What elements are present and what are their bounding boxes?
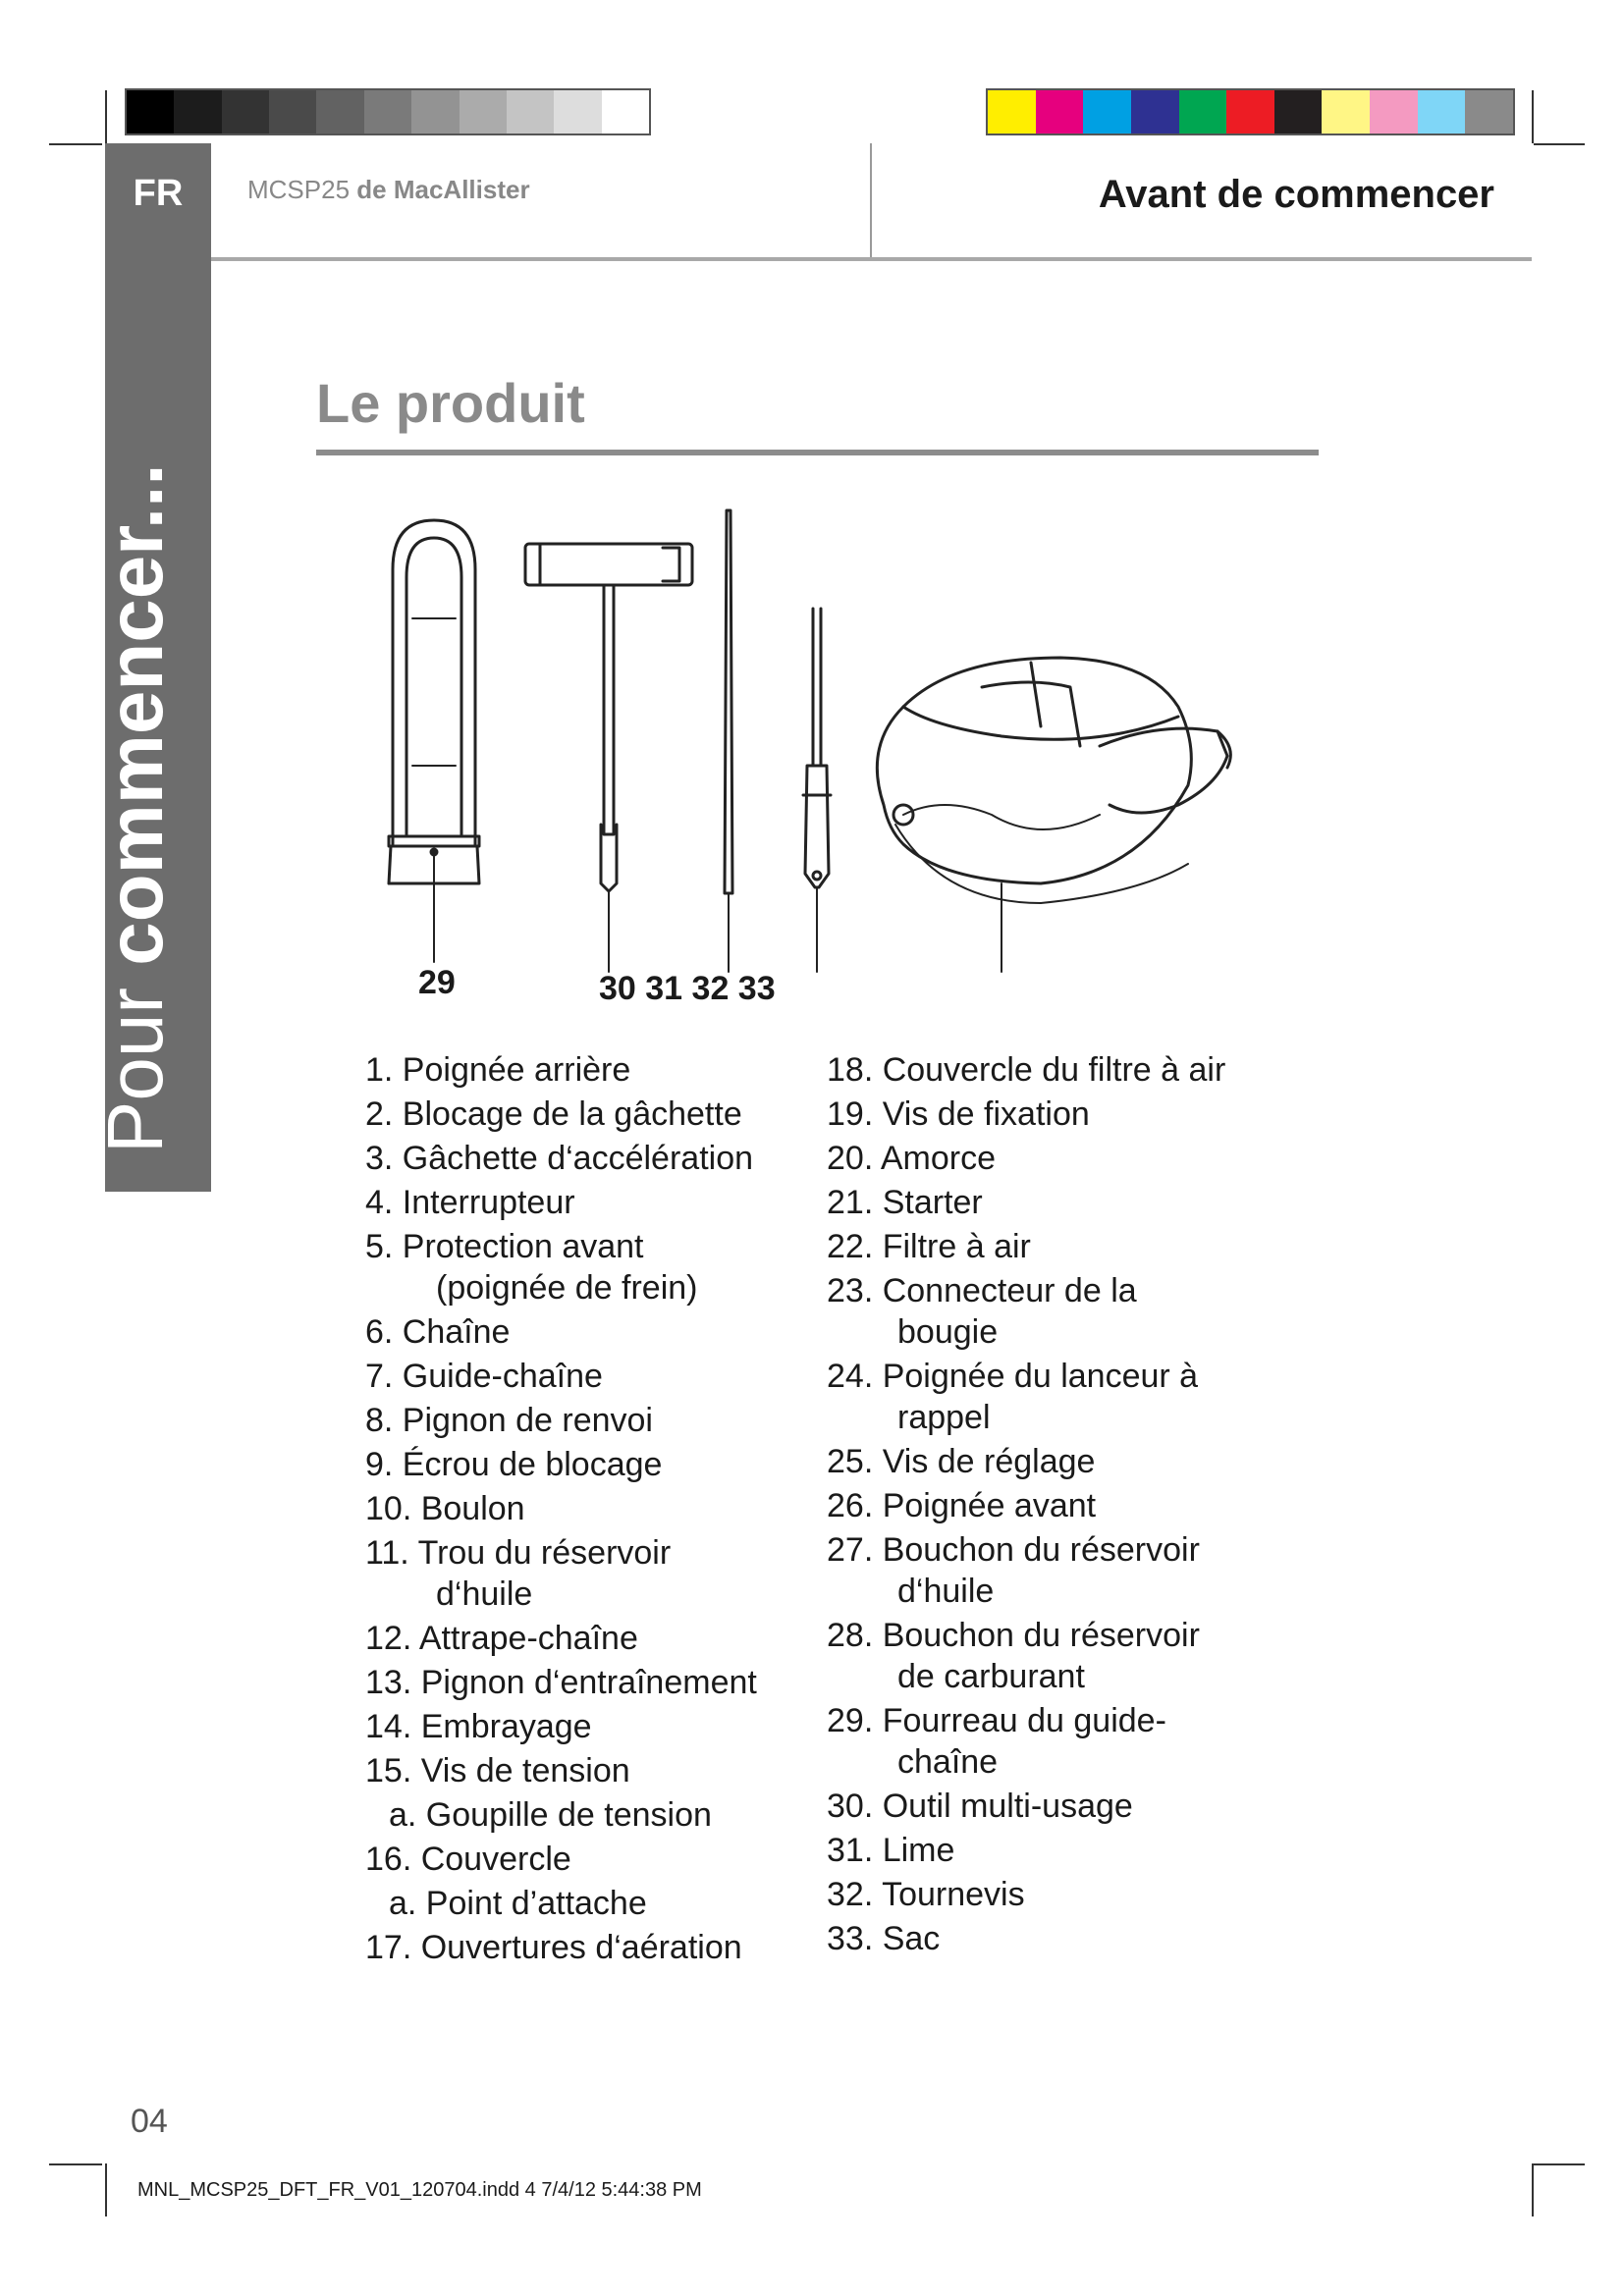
scabbard-drawing [389, 520, 479, 962]
color-swatch [1226, 90, 1274, 133]
color-swatch [222, 90, 269, 133]
part-item-label: 14. Embrayage [365, 1708, 592, 1745]
part-item-label: 23. Connecteur de la [827, 1272, 1137, 1309]
product-brand: de MacAllister [356, 175, 530, 204]
header-divider [870, 143, 872, 259]
callout-30-33: 30 31 32 33 [599, 970, 776, 1007]
page-number: 04 [131, 2103, 168, 2140]
part-item-label: 31. Lime [827, 1832, 955, 1869]
part-item-label: 27. Bouchon du réservoir [827, 1531, 1200, 1569]
part-item [365, 1310, 757, 1355]
color-swatch [1036, 90, 1084, 133]
side-tab-title-regular: Pour [91, 965, 179, 1153]
color-swatch [316, 90, 363, 133]
part-item-label: 33. Sac [827, 1920, 941, 1957]
part-item-label: 11. Trou du réservoir [365, 1534, 672, 1572]
part-item-label: 4. Interrupteur [365, 1184, 575, 1221]
part-item-label: 6. Chaîne [365, 1313, 511, 1351]
part-item-label: 16. Couvercle [365, 1841, 571, 1878]
crop-mark [1534, 143, 1585, 145]
part-item-label: 17. Ouvertures d‘aération [365, 1929, 742, 1966]
part-item-continuation: rappel [897, 1399, 991, 1436]
color-registration-bar [986, 88, 1515, 135]
part-item [827, 1484, 1225, 1528]
multi-tool-drawing [525, 544, 692, 972]
part-item [365, 1225, 757, 1310]
part-item [827, 1093, 1225, 1137]
part-item [365, 1531, 757, 1617]
part-item [365, 1355, 757, 1399]
parts-list-left [365, 1048, 757, 1970]
crop-mark [1534, 2163, 1585, 2165]
part-item-continuation: d‘huile [897, 1573, 995, 1610]
part-item [365, 1048, 757, 1093]
part-item [365, 1093, 757, 1137]
part-item [827, 1829, 1225, 1873]
callout-29: 29 [418, 964, 456, 1001]
part-item-continuation: de carburant [897, 1658, 1085, 1695]
part-item [827, 1181, 1225, 1225]
color-swatch [1465, 90, 1513, 133]
part-item [365, 1661, 757, 1705]
part-item [827, 1873, 1225, 1917]
part-item [365, 1926, 757, 1970]
part-item-label: 24. Poignée du lanceur à [827, 1358, 1199, 1395]
part-item-label: 29. Fourreau du guide- [827, 1702, 1166, 1739]
color-swatch [1418, 90, 1466, 133]
part-item-label: 5. Protection avant [365, 1228, 644, 1265]
part-item-label: 13. Pignon d‘entraînement [365, 1664, 757, 1701]
crop-mark [1532, 2163, 1534, 2216]
print-slug: MNL_MCSP25_DFT_FR_V01_120704.indd 4 7/4/12 5:44:38 PM [137, 2179, 702, 2201]
color-swatch [174, 90, 221, 133]
part-subitem: a. Goupille de tension [389, 1796, 712, 1834]
part-item [827, 1440, 1225, 1484]
part-item-label: 9. Écrou de blocage [365, 1446, 663, 1483]
part-item [827, 1699, 1225, 1785]
color-swatch [1274, 90, 1323, 133]
bag-drawing [877, 658, 1230, 972]
part-item-label: 7. Guide-chaîne [365, 1358, 603, 1395]
part-item [365, 1838, 757, 1926]
part-item [827, 1225, 1225, 1269]
grey-registration-bar [125, 88, 651, 135]
side-tab-title-bold: commencer... [91, 463, 179, 966]
part-item-label: 32. Tournevis [827, 1876, 1025, 1913]
part-item-continuation: d‘huile [436, 1575, 533, 1613]
part-item [827, 1137, 1225, 1181]
part-item-label: 3. Gâchette d‘accélération [365, 1140, 754, 1177]
page-heading: Le produit [316, 372, 585, 434]
part-item [365, 1617, 757, 1661]
part-item [827, 1355, 1225, 1440]
part-item-label: 12. Attrape-chaîne [365, 1620, 638, 1657]
part-item [365, 1443, 757, 1487]
color-swatch [411, 90, 459, 133]
part-item [365, 1399, 757, 1443]
part-item-label: 28. Bouchon du réservoir [827, 1617, 1200, 1654]
part-item [827, 1528, 1225, 1614]
part-item-continuation: chaîne [897, 1743, 999, 1781]
color-swatch [127, 90, 174, 133]
part-item [827, 1614, 1225, 1699]
part-item-label: 26. Poignée avant [827, 1487, 1097, 1524]
product-model: MCSP25 [247, 175, 351, 204]
crop-mark [105, 2163, 107, 2216]
crop-mark [49, 143, 102, 145]
crop-mark [105, 90, 107, 143]
part-item-label: 2. Blocage de la gâchette [365, 1095, 742, 1133]
part-item-label: 25. Vis de réglage [827, 1443, 1096, 1480]
part-item [827, 1785, 1225, 1829]
color-swatch [1083, 90, 1131, 133]
part-item-label: 10. Boulon [365, 1490, 525, 1527]
file-drawing [725, 510, 732, 972]
color-swatch [1322, 90, 1370, 133]
part-item-label: 22. Filtre à air [827, 1228, 1031, 1265]
color-swatch [460, 90, 507, 133]
part-item [827, 1048, 1225, 1093]
screwdriver-drawing [803, 609, 831, 972]
part-item-label: 19. Vis de fixation [827, 1095, 1090, 1133]
color-swatch [1370, 90, 1418, 133]
part-item-label: 30. Outil multi-usage [827, 1788, 1133, 1825]
part-item-label: 1. Poignée arrière [365, 1051, 631, 1089]
color-swatch [1179, 90, 1227, 133]
part-item-label: 8. Pignon de renvoi [365, 1402, 653, 1439]
header-rule [211, 257, 1532, 261]
part-item-label: 21. Starter [827, 1184, 983, 1221]
part-item-continuation: bougie [897, 1313, 999, 1351]
color-swatch [602, 90, 649, 133]
part-item [365, 1181, 757, 1225]
part-item [365, 1749, 757, 1838]
part-item-label: 15. Vis de tension [365, 1752, 630, 1789]
side-tab-title [86, 172, 185, 1153]
color-swatch [988, 90, 1036, 133]
section-title: Avant de commencer [1098, 173, 1494, 216]
part-item [365, 1487, 757, 1531]
part-item [827, 1917, 1225, 1961]
color-swatch [269, 90, 316, 133]
part-item-label: 20. Amorce [827, 1140, 996, 1177]
part-item [365, 1705, 757, 1749]
parts-list-right [827, 1048, 1225, 1961]
color-swatch [507, 90, 554, 133]
color-swatch [1131, 90, 1179, 133]
part-subitem: a. Point d’attache [389, 1885, 647, 1922]
product-name [247, 175, 530, 205]
language-label: FR [133, 173, 184, 214]
part-item-label: 18. Couvercle du filtre à air [827, 1051, 1226, 1089]
part-item-continuation: (poignée de frein) [436, 1269, 698, 1307]
color-swatch [364, 90, 411, 133]
crop-mark [49, 2163, 102, 2165]
part-item [365, 1137, 757, 1181]
heading-rule [316, 450, 1319, 455]
color-swatch [554, 90, 601, 133]
crop-mark [1532, 90, 1534, 143]
accessories-illustration [353, 491, 1267, 982]
part-item [827, 1269, 1225, 1355]
